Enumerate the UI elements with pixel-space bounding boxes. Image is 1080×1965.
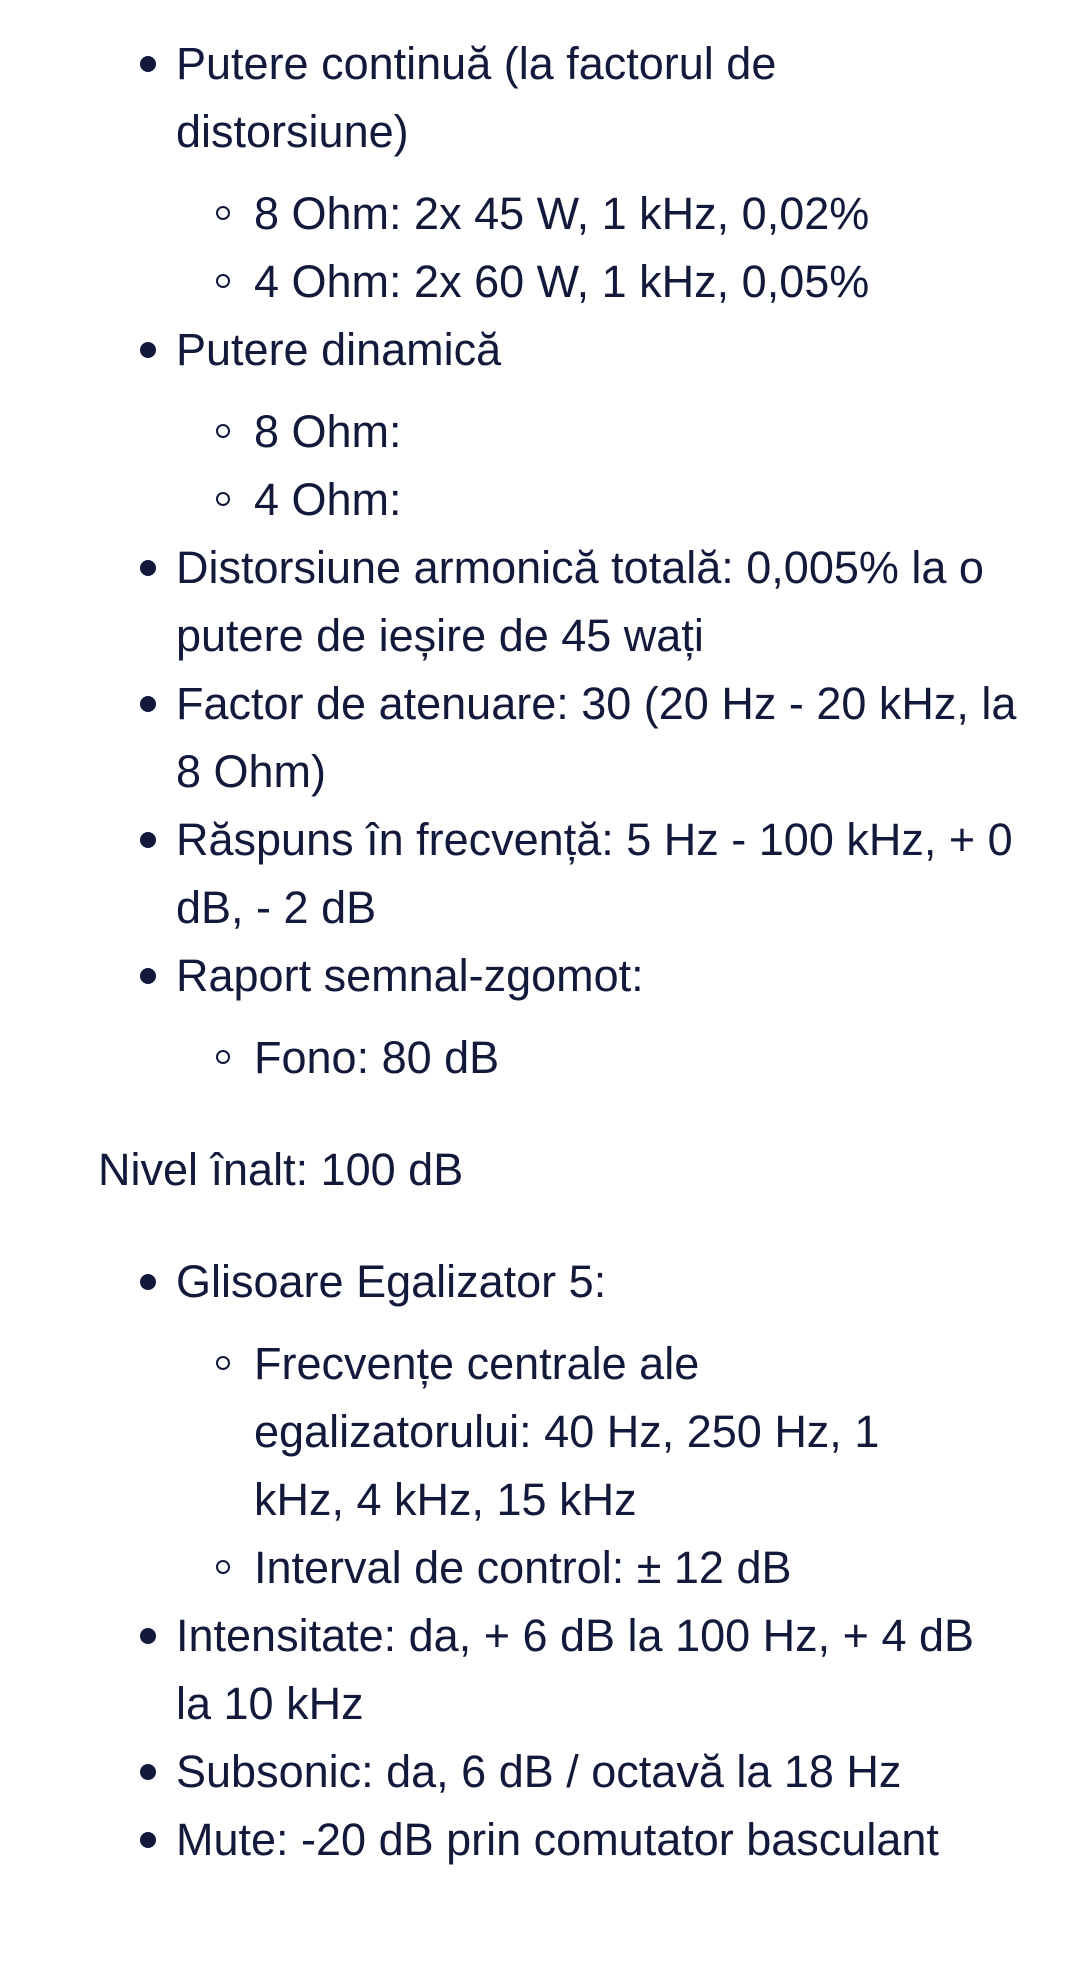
sub-list bbox=[176, 398, 1020, 534]
bullet-icon bbox=[140, 832, 156, 848]
item-text: Distorsiune armonică totală: 0,005% la o putere de ieșire de 45 wați bbox=[176, 542, 984, 661]
sub-list bbox=[176, 1330, 1020, 1602]
sub-item-text: Fono: 80 dB bbox=[254, 1032, 500, 1083]
circle-bullet-icon bbox=[216, 1560, 230, 1574]
spec-list-1 bbox=[0, 30, 1080, 1092]
sub-item-text: 4 Ohm: 2x 60 W, 1 kHz, 0,05% bbox=[254, 256, 870, 307]
sub-item-text: Frecvențe centrale ale egalizatorului: 40 Hz, 250 Hz, 1 kHz, 4 kHz, 15 kHz bbox=[254, 1338, 880, 1525]
list-item bbox=[0, 806, 1080, 942]
sub-list-item bbox=[176, 180, 1020, 248]
spec-list-2 bbox=[0, 1248, 1080, 1874]
bullet-icon bbox=[140, 1764, 156, 1780]
sub-list-item bbox=[176, 1534, 1020, 1602]
list-item bbox=[0, 1602, 1080, 1738]
circle-bullet-icon bbox=[216, 424, 230, 438]
item-text: Subsonic: da, 6 dB / octavă la 18 Hz bbox=[176, 1746, 902, 1797]
list-item bbox=[0, 316, 1080, 534]
bullet-icon bbox=[140, 342, 156, 358]
bullet-icon bbox=[140, 696, 156, 712]
sub-list-item bbox=[176, 466, 1020, 534]
list-item bbox=[0, 670, 1080, 806]
item-text: Mute: -20 dB prin comutator basculant bbox=[176, 1814, 939, 1865]
sub-list-item bbox=[176, 248, 1020, 316]
sub-list bbox=[176, 1024, 1020, 1092]
bullet-icon bbox=[140, 968, 156, 984]
list-item bbox=[0, 1738, 1080, 1806]
item-text: Putere dinamică bbox=[176, 324, 502, 375]
item-text: Factor de atenuare: 30 (20 Hz - 20 kHz, la 8 Ohm) bbox=[176, 678, 1017, 797]
list-item bbox=[0, 534, 1080, 670]
bullet-icon bbox=[140, 56, 156, 72]
list-item bbox=[0, 1806, 1080, 1874]
circle-bullet-icon bbox=[216, 274, 230, 288]
circle-bullet-icon bbox=[216, 1050, 230, 1064]
sub-item-text: 4 Ohm: bbox=[254, 474, 402, 525]
item-text: Glisoare Egalizator 5: bbox=[176, 1256, 607, 1307]
item-text: Raport semnal-zgomot: bbox=[176, 950, 644, 1001]
item-text: Putere continuă (la factorul de distorsiune) bbox=[176, 38, 777, 157]
sub-item-text: Interval de control: ± 12 dB bbox=[254, 1542, 792, 1593]
item-text: Răspuns în frecvență: 5 Hz - 100 kHz, + 0 dB, - 2 dB bbox=[176, 814, 1013, 933]
bullet-icon bbox=[140, 1628, 156, 1644]
sub-list-item bbox=[176, 1024, 1020, 1092]
sub-item-text: 8 Ohm: bbox=[254, 406, 402, 457]
list-item bbox=[0, 942, 1080, 1092]
sub-list-item bbox=[176, 398, 1020, 466]
sub-list bbox=[176, 180, 1020, 316]
list-item bbox=[0, 1248, 1080, 1602]
bullet-icon bbox=[140, 1274, 156, 1290]
paragraph-text: Nivel înalt: 100 dB bbox=[98, 1144, 464, 1195]
item-text: Intensitate: da, + 6 dB la 100 Hz, + 4 dB la 10 kHz bbox=[176, 1610, 975, 1729]
circle-bullet-icon bbox=[216, 1356, 230, 1370]
bullet-icon bbox=[140, 560, 156, 576]
list-item bbox=[0, 30, 1080, 316]
sub-list-item bbox=[176, 1330, 1020, 1534]
sub-item-text: 8 Ohm: 2x 45 W, 1 kHz, 0,02% bbox=[254, 188, 870, 239]
circle-bullet-icon bbox=[216, 206, 230, 220]
circle-bullet-icon bbox=[216, 492, 230, 506]
bullet-icon bbox=[140, 1832, 156, 1848]
